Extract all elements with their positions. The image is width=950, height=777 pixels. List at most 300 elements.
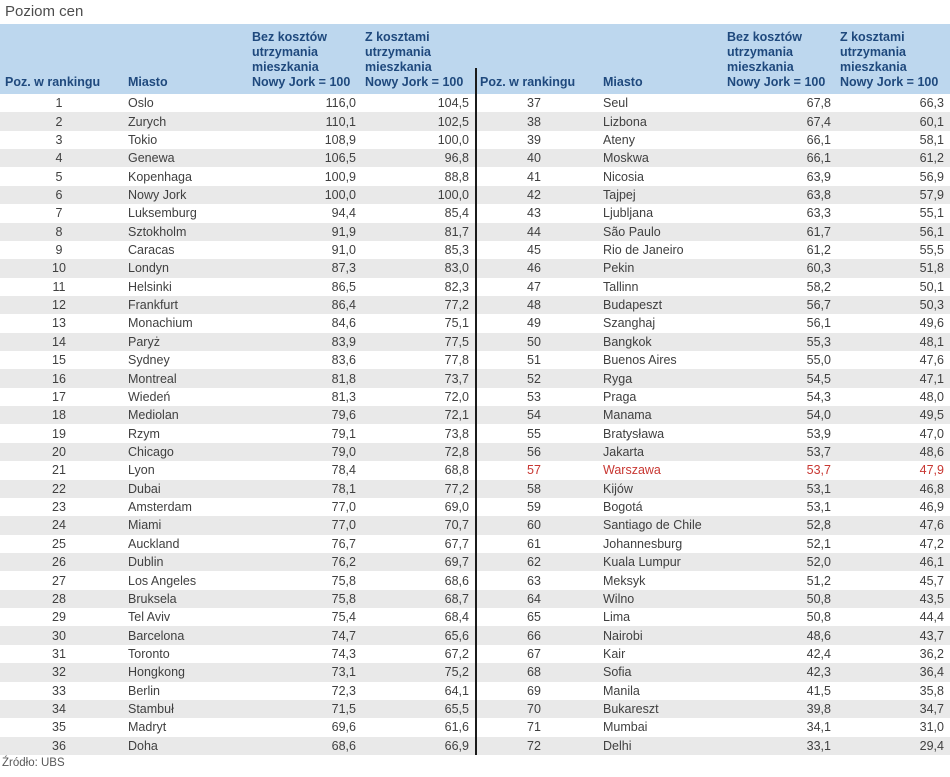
rank-cell: 23 bbox=[52, 500, 66, 515]
with-housing-value-cell: 36,2 bbox=[919, 646, 944, 661]
table-row bbox=[0, 645, 475, 663]
rank-cell: 32 bbox=[52, 665, 66, 680]
source-note: Źródło: UBS bbox=[2, 757, 65, 769]
column-header-rank: Poz. w rankingu bbox=[5, 75, 101, 89]
city-cell: Helsinki bbox=[128, 279, 172, 294]
city-cell: Sydney bbox=[128, 353, 170, 368]
city-cell: Kuala Lumpur bbox=[603, 555, 681, 570]
table-row bbox=[475, 590, 950, 608]
table-row bbox=[475, 278, 950, 296]
rank-cell: 45 bbox=[527, 243, 541, 258]
city-cell: Chicago bbox=[128, 445, 174, 459]
table-row bbox=[475, 167, 950, 185]
table-header-left bbox=[0, 24, 475, 94]
table-body-right bbox=[475, 94, 950, 755]
without-housing-value-cell: 76,2 bbox=[331, 555, 356, 570]
table-row bbox=[0, 369, 475, 387]
city-cell: Ljubljana bbox=[603, 206, 654, 221]
rank-cell: 65 bbox=[527, 610, 541, 625]
rank-cell: 63 bbox=[527, 573, 541, 588]
table-row bbox=[475, 571, 950, 589]
without-housing-value-cell: 52,8 bbox=[806, 518, 831, 533]
with-housing-value-cell: 46,9 bbox=[919, 500, 944, 515]
rank-cell: 35 bbox=[52, 720, 66, 735]
without-housing-value-cell: 67,4 bbox=[806, 114, 831, 129]
with-housing-value-cell: 72,8 bbox=[444, 445, 469, 459]
table-row bbox=[0, 571, 475, 589]
table-row bbox=[0, 149, 475, 167]
with-housing-value-cell: 48,1 bbox=[919, 334, 944, 349]
rank-cell: 41 bbox=[527, 169, 541, 184]
without-housing-value-cell: 52,0 bbox=[806, 555, 831, 570]
rank-cell: 5 bbox=[55, 169, 63, 184]
table-row bbox=[0, 553, 475, 571]
rank-cell: 31 bbox=[52, 646, 66, 661]
table-row bbox=[475, 553, 950, 571]
table-row bbox=[0, 204, 475, 222]
without-housing-value-cell: 53,1 bbox=[806, 481, 831, 496]
with-housing-value-cell: 55,5 bbox=[919, 243, 944, 258]
with-housing-value-cell: 75,1 bbox=[444, 316, 469, 331]
city-cell: Nairobi bbox=[603, 628, 643, 643]
with-housing-value-cell: 102,5 bbox=[437, 114, 469, 129]
table-row bbox=[0, 223, 475, 241]
without-housing-value-cell: 86,5 bbox=[331, 279, 356, 294]
table-row bbox=[475, 94, 950, 112]
city-cell: Tokio bbox=[128, 132, 158, 147]
with-housing-value-cell: 104,5 bbox=[437, 96, 469, 111]
rank-cell: 14 bbox=[52, 334, 66, 349]
with-housing-value-cell: 64,1 bbox=[444, 683, 469, 698]
table-row bbox=[475, 259, 950, 277]
rank-cell: 28 bbox=[52, 591, 66, 606]
table-row bbox=[475, 737, 950, 755]
table-row bbox=[475, 351, 950, 369]
rank-cell: 18 bbox=[52, 408, 66, 423]
city-cell: Kair bbox=[603, 646, 626, 661]
without-housing-value-cell: 63,8 bbox=[806, 187, 831, 202]
table-row bbox=[475, 296, 950, 314]
rank-cell: 54 bbox=[527, 408, 541, 423]
city-cell: São Paulo bbox=[603, 224, 661, 239]
table-row bbox=[0, 333, 475, 351]
rank-cell: 43 bbox=[527, 206, 541, 221]
with-housing-value-cell: 66,9 bbox=[444, 738, 469, 753]
rank-cell: 55 bbox=[527, 426, 541, 441]
table-row bbox=[475, 204, 950, 222]
with-housing-value-cell: 56,1 bbox=[919, 224, 944, 239]
table-half-right bbox=[475, 24, 950, 755]
table-row bbox=[475, 369, 950, 387]
with-housing-value-cell: 77,5 bbox=[444, 334, 469, 349]
table-row bbox=[0, 535, 475, 553]
with-housing-value-cell: 46,1 bbox=[919, 555, 944, 570]
rank-cell: 8 bbox=[55, 224, 63, 239]
city-cell: Caracas bbox=[128, 243, 175, 258]
without-housing-value-cell: 39,8 bbox=[806, 702, 831, 717]
with-housing-value-cell: 60,1 bbox=[919, 114, 944, 129]
rank-cell: 15 bbox=[52, 353, 66, 368]
with-housing-value-cell: 45,7 bbox=[919, 573, 944, 588]
with-housing-value-cell: 50,3 bbox=[919, 298, 944, 313]
table-row bbox=[475, 406, 950, 424]
city-cell: Amsterdam bbox=[128, 500, 192, 515]
rank-cell: 48 bbox=[527, 298, 541, 313]
rank-cell: 42 bbox=[527, 187, 541, 202]
rank-cell: 71 bbox=[527, 720, 541, 735]
city-cell: Manama bbox=[603, 408, 652, 423]
city-cell: Dublin bbox=[128, 555, 164, 570]
with-housing-value-cell: 68,6 bbox=[444, 573, 469, 588]
rank-cell: 53 bbox=[527, 389, 541, 404]
without-housing-value-cell: 106,5 bbox=[324, 151, 356, 166]
with-housing-value-cell: 61,2 bbox=[919, 151, 944, 166]
city-cell: Londyn bbox=[128, 261, 170, 276]
without-housing-value-cell: 74,3 bbox=[331, 646, 356, 661]
rank-cell: 25 bbox=[52, 536, 66, 551]
city-cell: Nowy Jork bbox=[128, 187, 187, 202]
without-housing-value-cell: 75,8 bbox=[331, 591, 356, 606]
city-cell: Zurych bbox=[128, 114, 167, 129]
city-cell: Bangkok bbox=[603, 334, 652, 349]
with-housing-value-cell: 48,6 bbox=[919, 445, 944, 459]
with-housing-value-cell: 69,7 bbox=[444, 555, 469, 570]
city-cell: Rio de Janeiro bbox=[603, 243, 684, 258]
city-cell: Delhi bbox=[603, 738, 632, 753]
rank-cell: 68 bbox=[527, 665, 541, 680]
table-row bbox=[0, 241, 475, 259]
with-housing-value-cell: 73,7 bbox=[444, 371, 469, 386]
rank-cell: 72 bbox=[527, 738, 541, 753]
with-housing-value-cell: 47,0 bbox=[919, 426, 944, 441]
rank-cell: 38 bbox=[527, 114, 541, 129]
table-row bbox=[0, 718, 475, 736]
without-housing-value-cell: 75,4 bbox=[331, 610, 356, 625]
page-title: Poziom cen bbox=[5, 3, 84, 20]
table-row bbox=[475, 131, 950, 149]
rank-cell: 47 bbox=[527, 279, 541, 294]
column-header-with-housing: Z kosztami utrzymania mieszkania Nowy Jork = 100 bbox=[840, 30, 939, 89]
rank-cell: 52 bbox=[527, 371, 541, 386]
table-row bbox=[475, 186, 950, 204]
city-cell: Mumbai bbox=[603, 720, 648, 735]
city-cell: Bukareszt bbox=[603, 702, 659, 717]
table-row bbox=[475, 461, 950, 479]
with-housing-value-cell: 55,1 bbox=[919, 206, 944, 221]
rank-cell: 30 bbox=[52, 628, 66, 643]
rank-cell: 66 bbox=[527, 628, 541, 643]
table-row bbox=[475, 608, 950, 626]
with-housing-value-cell: 100,0 bbox=[437, 187, 469, 202]
city-cell: Sofia bbox=[603, 665, 632, 680]
rank-cell: 17 bbox=[52, 389, 66, 404]
city-cell: Monachium bbox=[128, 316, 193, 331]
city-cell: Auckland bbox=[128, 536, 180, 551]
with-housing-value-cell: 29,4 bbox=[919, 738, 944, 753]
column-header-city: Miasto bbox=[603, 75, 643, 89]
table-row bbox=[475, 314, 950, 332]
with-housing-value-cell: 47,6 bbox=[919, 518, 944, 533]
table-row bbox=[475, 388, 950, 406]
table-row bbox=[0, 663, 475, 681]
without-housing-value-cell: 56,1 bbox=[806, 316, 831, 331]
rank-cell: 24 bbox=[52, 518, 66, 533]
city-cell: Los Angeles bbox=[128, 573, 197, 588]
table-row bbox=[0, 608, 475, 626]
table-row bbox=[475, 498, 950, 516]
without-housing-value-cell: 83,9 bbox=[331, 334, 356, 349]
without-housing-value-cell: 53,7 bbox=[806, 463, 831, 478]
without-housing-value-cell: 108,9 bbox=[324, 132, 356, 147]
with-housing-value-cell: 77,2 bbox=[444, 481, 469, 496]
table-row bbox=[0, 314, 475, 332]
city-cell: Barcelona bbox=[128, 628, 185, 643]
table-divider bbox=[475, 68, 477, 755]
without-housing-value-cell: 66,1 bbox=[806, 132, 831, 147]
table-row bbox=[0, 516, 475, 534]
without-housing-value-cell: 51,2 bbox=[806, 573, 831, 588]
without-housing-value-cell: 52,1 bbox=[806, 536, 831, 551]
city-cell: Tallinn bbox=[603, 279, 639, 294]
rank-cell: 7 bbox=[55, 206, 63, 221]
without-housing-value-cell: 72,3 bbox=[331, 683, 356, 698]
without-housing-value-cell: 100,9 bbox=[324, 169, 356, 184]
with-housing-value-cell: 58,1 bbox=[919, 132, 944, 147]
with-housing-value-cell: 68,7 bbox=[444, 591, 469, 606]
rank-cell: 50 bbox=[527, 334, 541, 349]
table-row bbox=[0, 480, 475, 498]
with-housing-value-cell: 47,9 bbox=[919, 463, 944, 478]
city-cell: Santiago de Chile bbox=[603, 518, 702, 533]
without-housing-value-cell: 50,8 bbox=[806, 610, 831, 625]
with-housing-value-cell: 77,8 bbox=[444, 353, 469, 368]
with-housing-value-cell: 50,1 bbox=[919, 279, 944, 294]
city-cell: Toronto bbox=[128, 646, 170, 661]
rank-cell: 29 bbox=[52, 610, 66, 625]
with-housing-value-cell: 96,8 bbox=[444, 151, 469, 166]
column-header-with-housing: Z kosztami utrzymania mieszkania Nowy Jork = 100 bbox=[365, 30, 464, 89]
rank-cell: 26 bbox=[52, 555, 66, 570]
rank-cell: 16 bbox=[52, 371, 66, 386]
without-housing-value-cell: 34,1 bbox=[806, 720, 831, 735]
with-housing-value-cell: 100,0 bbox=[437, 132, 469, 147]
rank-cell: 10 bbox=[52, 261, 66, 276]
table-row bbox=[475, 700, 950, 718]
rank-cell: 4 bbox=[55, 151, 63, 166]
city-cell: Johannesburg bbox=[603, 536, 683, 551]
rank-cell: 36 bbox=[52, 738, 66, 753]
without-housing-value-cell: 116,0 bbox=[325, 96, 356, 111]
city-cell: Dubai bbox=[128, 481, 161, 496]
without-housing-value-cell: 58,2 bbox=[806, 279, 831, 294]
without-housing-value-cell: 86,4 bbox=[331, 298, 356, 313]
rank-cell: 44 bbox=[527, 224, 541, 239]
city-cell: Moskwa bbox=[603, 151, 649, 166]
city-cell: Meksyk bbox=[603, 573, 646, 588]
city-cell: Jakarta bbox=[603, 445, 644, 459]
without-housing-value-cell: 48,6 bbox=[806, 628, 831, 643]
city-cell: Tajpej bbox=[603, 187, 636, 202]
with-housing-value-cell: 49,6 bbox=[919, 316, 944, 331]
with-housing-value-cell: 67,7 bbox=[444, 536, 469, 551]
without-housing-value-cell: 74,7 bbox=[331, 628, 356, 643]
without-housing-value-cell: 84,6 bbox=[331, 316, 356, 331]
with-housing-value-cell: 47,2 bbox=[919, 536, 944, 551]
with-housing-value-cell: 85,4 bbox=[444, 206, 469, 221]
table-row bbox=[0, 406, 475, 424]
with-housing-value-cell: 82,3 bbox=[444, 279, 469, 294]
table-row bbox=[475, 149, 950, 167]
without-housing-value-cell: 76,7 bbox=[331, 536, 356, 551]
table-row bbox=[0, 296, 475, 314]
without-housing-value-cell: 78,1 bbox=[331, 481, 356, 496]
without-housing-value-cell: 71,5 bbox=[331, 702, 356, 717]
with-housing-value-cell: 49,5 bbox=[919, 408, 944, 423]
rank-cell: 22 bbox=[52, 481, 66, 496]
city-cell: Paryż bbox=[128, 334, 160, 349]
rank-cell: 19 bbox=[52, 426, 66, 441]
city-cell: Praga bbox=[603, 389, 637, 404]
column-header-rank: Poz. w rankingu bbox=[480, 75, 576, 89]
without-housing-value-cell: 68,6 bbox=[331, 738, 356, 753]
without-housing-value-cell: 77,0 bbox=[331, 500, 356, 515]
city-cell: Lima bbox=[603, 610, 631, 625]
with-housing-value-cell: 36,4 bbox=[919, 665, 944, 680]
city-cell: Frankfurt bbox=[128, 298, 179, 313]
city-cell: Buenos Aires bbox=[603, 353, 677, 368]
with-housing-value-cell: 66,3 bbox=[919, 96, 944, 111]
city-cell: Stambuł bbox=[128, 702, 174, 717]
table-row bbox=[475, 424, 950, 442]
table-row bbox=[0, 626, 475, 644]
with-housing-value-cell: 43,5 bbox=[919, 591, 944, 606]
without-housing-value-cell: 42,3 bbox=[806, 665, 831, 680]
city-cell: Lyon bbox=[128, 463, 155, 478]
with-housing-value-cell: 69,0 bbox=[444, 500, 469, 515]
city-cell: Wilno bbox=[603, 591, 635, 606]
with-housing-value-cell: 85,3 bbox=[444, 243, 469, 258]
rank-cell: 21 bbox=[52, 463, 66, 478]
table-row bbox=[475, 223, 950, 241]
with-housing-value-cell: 65,6 bbox=[444, 628, 469, 643]
rank-cell: 56 bbox=[527, 445, 541, 459]
table-row bbox=[475, 241, 950, 259]
without-housing-value-cell: 54,5 bbox=[806, 371, 831, 386]
column-header-city: Miasto bbox=[128, 75, 168, 89]
city-cell: Bratysława bbox=[603, 426, 665, 441]
with-housing-value-cell: 70,7 bbox=[444, 518, 469, 533]
with-housing-value-cell: 43,7 bbox=[919, 628, 944, 643]
city-cell: Genewa bbox=[128, 151, 175, 166]
without-housing-value-cell: 54,3 bbox=[806, 389, 831, 404]
without-housing-value-cell: 79,0 bbox=[331, 445, 356, 459]
city-cell: Tel Aviv bbox=[128, 610, 171, 625]
without-housing-value-cell: 54,0 bbox=[806, 408, 831, 423]
rank-cell: 37 bbox=[527, 96, 541, 111]
table-row bbox=[475, 663, 950, 681]
city-cell: Kijów bbox=[603, 481, 633, 496]
city-cell: Sztokholm bbox=[128, 224, 187, 239]
table-row bbox=[0, 259, 475, 277]
without-housing-value-cell: 81,3 bbox=[331, 389, 356, 404]
table-row bbox=[0, 278, 475, 296]
city-cell: Nicosia bbox=[603, 169, 644, 184]
table-row bbox=[475, 333, 950, 351]
table-row bbox=[475, 443, 950, 461]
city-cell: Luksemburg bbox=[128, 206, 197, 221]
with-housing-value-cell: 75,2 bbox=[444, 665, 469, 680]
city-cell: Lizbona bbox=[603, 114, 647, 129]
with-housing-value-cell: 35,8 bbox=[919, 683, 944, 698]
rank-cell: 6 bbox=[55, 187, 63, 202]
city-cell: Wiedeń bbox=[128, 389, 171, 404]
without-housing-value-cell: 33,1 bbox=[806, 738, 831, 753]
without-housing-value-cell: 42,4 bbox=[806, 646, 831, 661]
without-housing-value-cell: 55,3 bbox=[806, 334, 831, 349]
table-row bbox=[0, 131, 475, 149]
table-row bbox=[0, 700, 475, 718]
rank-cell: 57 bbox=[527, 463, 541, 478]
table-row bbox=[475, 718, 950, 736]
with-housing-value-cell: 83,0 bbox=[444, 261, 469, 276]
city-cell: Bruksela bbox=[128, 591, 177, 606]
city-cell: Bogotá bbox=[603, 500, 643, 515]
without-housing-value-cell: 50,8 bbox=[806, 591, 831, 606]
rank-cell: 60 bbox=[527, 518, 541, 533]
with-housing-value-cell: 72,0 bbox=[444, 389, 469, 404]
without-housing-value-cell: 67,8 bbox=[806, 96, 831, 111]
rank-cell: 46 bbox=[527, 261, 541, 276]
table-row bbox=[0, 461, 475, 479]
table-row bbox=[0, 424, 475, 442]
table-row bbox=[475, 535, 950, 553]
with-housing-value-cell: 31,0 bbox=[919, 720, 944, 735]
with-housing-value-cell: 47,6 bbox=[919, 353, 944, 368]
table-row bbox=[0, 498, 475, 516]
rank-cell: 20 bbox=[52, 445, 66, 459]
table-row bbox=[0, 443, 475, 461]
without-housing-value-cell: 63,3 bbox=[806, 206, 831, 221]
city-cell: Kopenhaga bbox=[128, 169, 192, 184]
city-cell: Szanghaj bbox=[603, 316, 656, 331]
with-housing-value-cell: 73,8 bbox=[444, 426, 469, 441]
with-housing-value-cell: 51,8 bbox=[919, 261, 944, 276]
table-row bbox=[0, 186, 475, 204]
without-housing-value-cell: 78,4 bbox=[331, 463, 356, 478]
city-cell: Budapeszt bbox=[603, 298, 663, 313]
with-housing-value-cell: 68,8 bbox=[444, 463, 469, 478]
table-row bbox=[475, 645, 950, 663]
without-housing-value-cell: 53,7 bbox=[806, 445, 831, 459]
with-housing-value-cell: 81,7 bbox=[444, 224, 469, 239]
table-row bbox=[475, 112, 950, 130]
without-housing-value-cell: 60,3 bbox=[806, 261, 831, 276]
city-cell: Pekin bbox=[603, 261, 635, 276]
column-header-without-housing: Bez kosztów utrzymania mieszkania Nowy Jork = 100 bbox=[727, 30, 826, 89]
without-housing-value-cell: 53,1 bbox=[806, 500, 831, 515]
rank-cell: 51 bbox=[527, 353, 541, 368]
table-row bbox=[0, 590, 475, 608]
without-housing-value-cell: 63,9 bbox=[806, 169, 831, 184]
city-cell: Miami bbox=[128, 518, 162, 533]
with-housing-value-cell: 34,7 bbox=[919, 702, 944, 717]
rank-cell: 27 bbox=[52, 573, 66, 588]
table-row bbox=[475, 626, 950, 644]
without-housing-value-cell: 79,6 bbox=[331, 408, 356, 423]
without-housing-value-cell: 110,1 bbox=[325, 114, 356, 129]
without-housing-value-cell: 94,4 bbox=[331, 206, 356, 221]
table-half-left bbox=[0, 24, 475, 755]
